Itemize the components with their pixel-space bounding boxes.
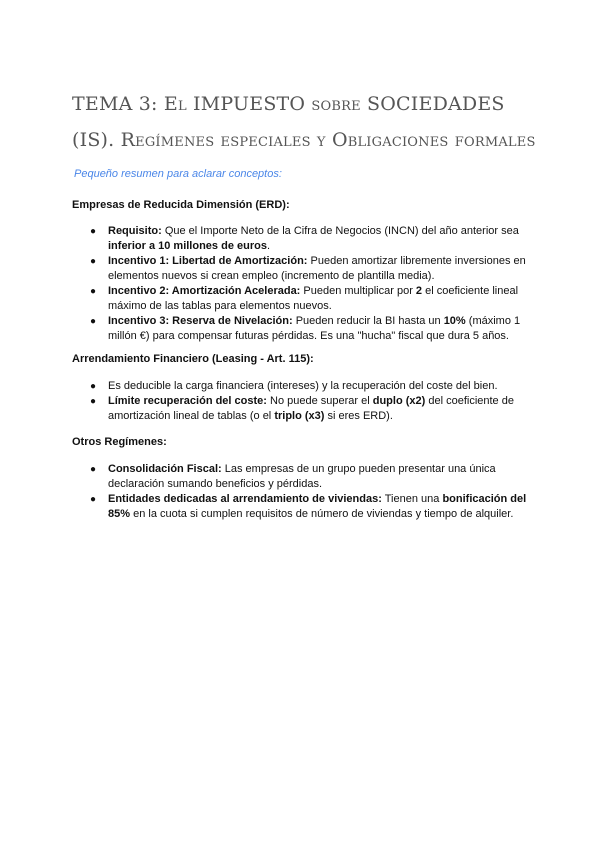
bullet-icon: ● — [90, 286, 97, 297]
section-heading-erd: Empresas de Reducida Dimensión (ERD): — [72, 199, 290, 211]
section-heading-leasing: Arrendamiento Financiero (Leasing - Art. 115): — [72, 353, 314, 365]
bullet-icon: ● — [90, 494, 97, 505]
list-item: ● Consolidación Fiscal: Las empresas de un grupo pueden presentar una única declaración sumando beneficios y pérdidas. — [90, 463, 496, 490]
list-item: ● Entidades dedicadas al arrendamiento de viviendas: Tienen una bonificación del 85% en la cuota si cumplen requisitos de número de viviendas y tiempo de alquiler. — [90, 493, 527, 520]
erd-list — [90, 224, 530, 344]
bullet-icon: ● — [90, 256, 97, 267]
page-title: TEMA 3: El IMPUESTO sobre SOCIEDADES (IS). Regímenes especiales y Obligaciones formales — [72, 93, 536, 151]
bullet-icon: ● — [90, 381, 97, 392]
bullet-icon: ● — [90, 316, 97, 327]
leasing-list — [90, 379, 530, 424]
bullet-icon: ● — [90, 464, 97, 475]
list-item: ● Incentivo 1: Libertad de Amortización: Pueden amortizar libremente inversiones en elementos nuevos si crean empleo (incremento de plantilla media). — [90, 255, 526, 282]
otros-list — [90, 462, 530, 522]
bullet-icon: ● — [90, 226, 97, 237]
list-item: ● Es deducible la carga financiera (intereses) y la recuperación del coste del bien. — [90, 380, 498, 392]
bullet-icon: ● — [90, 396, 97, 407]
list-item: ● Incentivo 3: Reserva de Nivelación: Pueden reducir la BI hasta un 10% (máximo 1 millón €) para compensar futuras pérdidas. Es una "hucha" fiscal que dura 5 años. — [90, 315, 521, 342]
list-item: ● Requisito: Que el Importe Neto de la Cifra de Negocios (INCN) del año anterior sea inferior a 10 millones de euros. — [90, 225, 519, 252]
list-item: ● Incentivo 2: Amortización Acelerada: Pueden multiplicar por 2 el coeficiente lineal máximo de las tablas para elementos nuevos. — [90, 285, 519, 312]
summary-subtitle: Pequeño resumen para aclarar conceptos: — [74, 168, 282, 180]
list-item: ● Límite recuperación del coste: No puede superar el duplo (x2) del coeficiente de amortización lineal de tablas (o el triplo (x3) si eres ERD). — [90, 395, 514, 422]
section-heading-otros: Otros Regímenes: — [72, 436, 167, 448]
